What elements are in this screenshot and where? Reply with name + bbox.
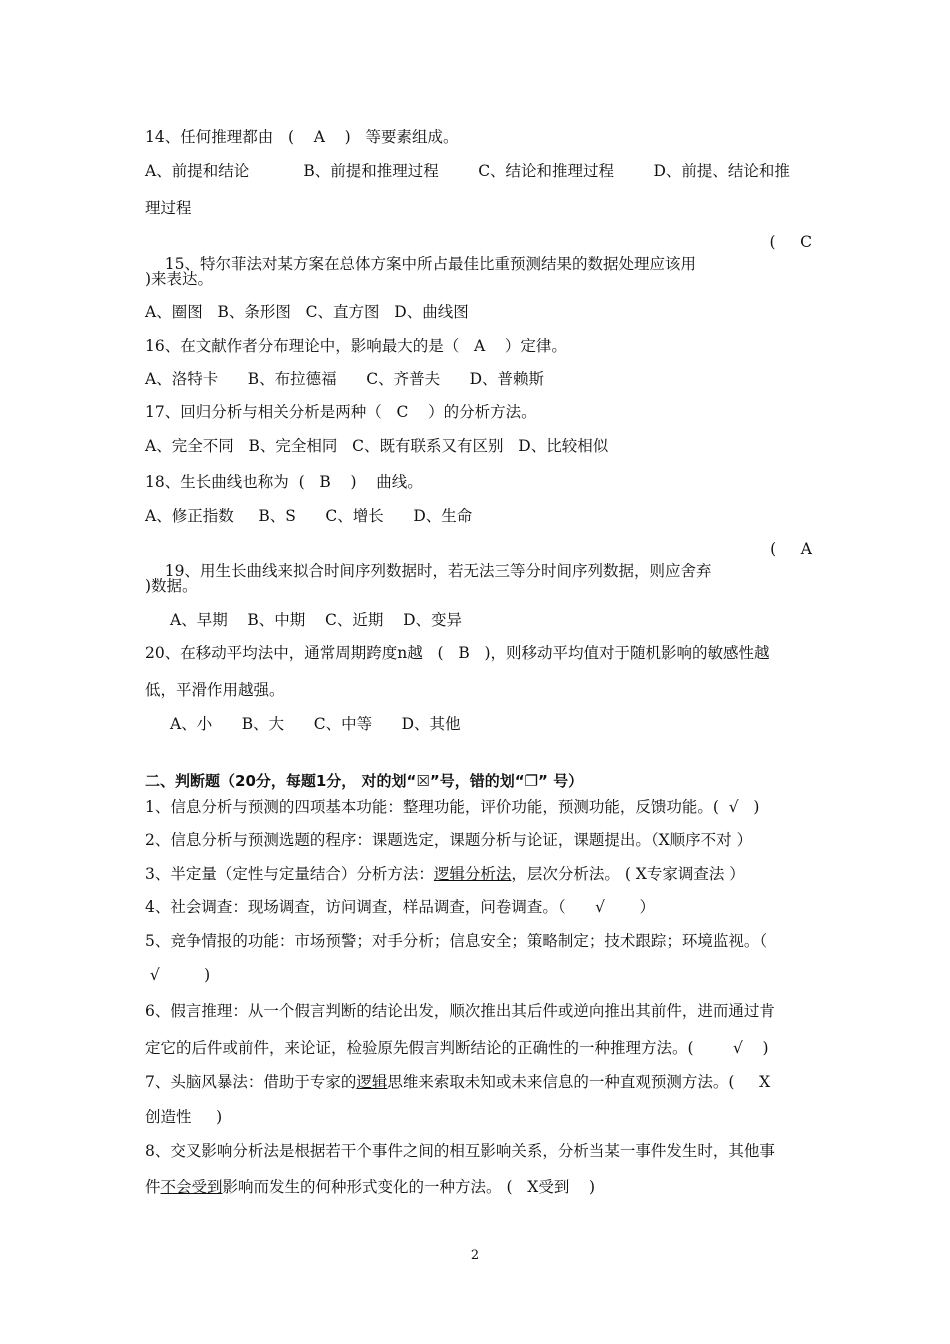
question-15-options: A、圈图 B、条形图 C、直方图 D、曲线图 xyxy=(145,303,469,321)
judgement-2: 2、信息分析与预测选题的程序：课题选定，课题分析与论证，课题提出。（X顺序不对 ） xyxy=(145,831,753,849)
judgement-6: 6、假言推理：从一个假言判断的结论出发，顺次推出其后件或逆向推出其前件，进而通过肯 xyxy=(145,1002,775,1020)
question-16-options: A、洛特卡 B、布拉德福 C、齐普夫 D、普赖斯 xyxy=(145,370,545,388)
judgement-7-cont: 创造性 ) xyxy=(145,1108,223,1126)
question-14: 14、任何推理都由 ( A ) 等要素组成。 xyxy=(145,128,459,146)
judgement-8-text-b: 影响而发生的何种形式变化的一种方法。 ( X受到 ) xyxy=(222,1178,596,1196)
question-18-options: A、修正指数 B、S C、增长 D、生命 xyxy=(145,507,473,525)
question-15-cont: )来表达。 xyxy=(145,270,214,288)
judgement-1: 1、信息分析与预测的四项基本功能：整理功能，评价功能，预测功能，反馈功能。( √ ) xyxy=(145,798,760,816)
section-heading: 二、判断题（20分，每题1分， 对的划“☒”号，错的划“❐” 号） xyxy=(145,772,584,790)
question-20-cont: 低，平滑作用越强。 xyxy=(145,681,285,699)
question-15-answer: ( C xyxy=(769,233,812,251)
judgement-7-text-a: 7、头脑风暴法：借助于专家的 xyxy=(145,1073,357,1091)
question-14-options-cont: 理过程 xyxy=(145,199,192,217)
page-number: 2 xyxy=(470,1248,480,1263)
judgement-6-cont: 定它的后件或前件，来论证，检验原先假言判断结论的正确性的一种推理方法。( √ ) xyxy=(145,1039,769,1057)
judgement-3 xyxy=(145,863,812,887)
judgement-8: 8、交叉影响分析法是根据若干个事件之间的相互影响关系，分析当某一事件发生时，其他事 xyxy=(145,1142,775,1160)
question-19-cont: )数据。 xyxy=(145,577,198,595)
judgement-5: 5、竞争情报的功能：市场预警；对手分析；信息安全；策略制定；技术跟踪；环境监视。（ xyxy=(145,932,768,950)
question-17-options: A、完全不同 B、完全相同 C、既有联系又有区别 D、比较相似 xyxy=(145,437,609,455)
question-17: 17、回归分析与相关分析是两种（ C ）的分析方法。 xyxy=(145,403,537,421)
question-14-options: A、前提和结论 B、前提和推理过程 C、结论和推理过程 D、前提、结论和推 xyxy=(145,162,790,180)
question-19-options: A、早期 B、中期 C、近期 D、变异 xyxy=(170,611,462,629)
judgement-7 xyxy=(145,1071,812,1095)
judgement-3-underlined: 逻辑分析法 xyxy=(433,865,512,883)
judgement-7-underlined: 逻辑 xyxy=(356,1073,388,1091)
question-20: 20、在移动平均法中，通常周期跨度n越 ( B )，则移动平均值对于随机影响的敏感性越 xyxy=(145,644,770,662)
judgement-5-cont: √ ) xyxy=(145,966,211,984)
question-16: 16、在文献作者分布理论中，影响最大的是（ A ）定律。 xyxy=(145,337,567,355)
question-15 xyxy=(145,231,812,273)
judgement-8-text-a: 件 xyxy=(145,1178,161,1196)
question-19 xyxy=(145,538,812,580)
question-20-options: A、小 B、大 C、中等 D、其他 xyxy=(170,715,461,733)
judgement-3-text-a: 3、半定量（定性与定量结合）分析方法： xyxy=(145,865,434,883)
question-19-answer: ( A xyxy=(770,540,812,558)
judgement-7-text-b: 思维来索取未知或未来信息的一种直观预测方法。( X xyxy=(387,1073,771,1091)
judgement-8-underlined: 不会受到 xyxy=(160,1178,223,1196)
judgement-8-cont xyxy=(145,1176,812,1200)
question-15-text: 15、特尔菲法对某方案在总体方案中所占最佳比重预测结果的数据处理应该用 xyxy=(164,255,696,273)
judgement-4: 4、社会调查：现场调查，访问调查，样品调查，问卷调查。（ √ ） xyxy=(145,898,656,916)
question-18: 18、生长曲线也称为 ( B ) 曲线。 xyxy=(145,473,423,491)
judgement-3-text-b: ，层次分析法。 ( X专家调查法 ） xyxy=(511,865,745,883)
question-19-text: 19、用生长曲线来拟合时间序列数据时，若无法三等分时间序列数据，则应舍弃 xyxy=(164,562,712,580)
